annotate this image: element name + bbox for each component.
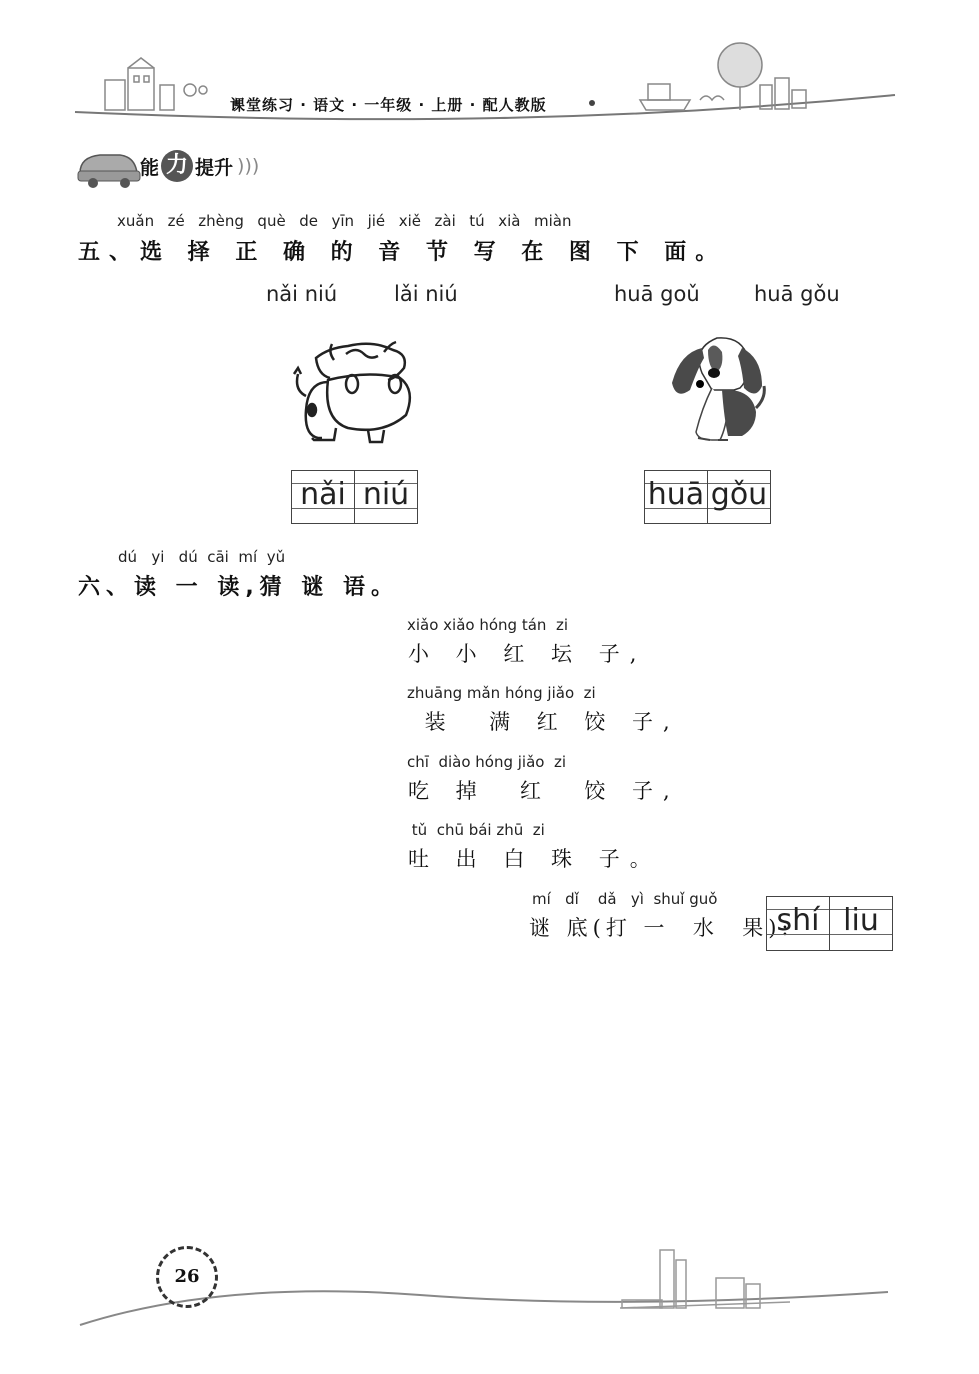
badge-text-3: 提升	[195, 156, 234, 179]
riddle-line-4-pinyin: tǔ chū bái zhū zi	[407, 821, 545, 839]
dog-answer-1: huā	[647, 477, 705, 512]
cow-answer-2: niú	[362, 477, 410, 512]
riddle-line-1-pinyin: xiǎo xiǎo hóng tán zi	[407, 616, 569, 634]
dog-answer-grid[interactable]	[644, 470, 771, 524]
riddle-line-3-pinyin: chī diào hóng jiǎo zi	[407, 753, 567, 771]
car-icon	[75, 145, 145, 190]
dog-option-1: huā goǔ	[614, 282, 700, 306]
cow-option-2: lǎi niú	[394, 282, 458, 306]
cow-answer-cell-2[interactable]	[355, 471, 417, 523]
badge-text-2: 力	[161, 150, 193, 182]
footer-decoration	[0, 1240, 979, 1350]
dog-image	[662, 328, 770, 448]
header-decoration	[0, 0, 979, 140]
dog-answer-cell-2[interactable]	[708, 471, 770, 523]
riddle-answer-2: liu	[843, 903, 879, 938]
dog-option-2: huā gǒu	[754, 282, 840, 306]
riddle-answer-label: 谜 底(打 一 水 果):	[529, 916, 794, 940]
riddle-answer-pinyin: mí dǐ dǎ yì shuǐ guǒ	[532, 890, 718, 908]
riddle-answer-grid[interactable]	[766, 896, 893, 951]
riddle-answer-cell-2[interactable]	[830, 897, 892, 950]
cow-answer-cell-1[interactable]	[292, 471, 355, 523]
cow-image	[288, 330, 418, 450]
header-title: 课堂练习 · 语文 · 一年级 · 上册 · 配人教版	[230, 96, 547, 114]
section5-pinyin: xuǎn zé zhèng què de yīn jié xiě zài tú xià miàn	[117, 212, 572, 230]
cow-option-1: nǎi niú	[266, 282, 338, 306]
ability-badge: 能 力 提升 )))	[140, 150, 259, 182]
riddle-line-1: 小 小 红 坛 子,	[408, 642, 647, 666]
dog-answer-2: gǒu	[710, 477, 768, 512]
dog-answer-cell-1[interactable]	[645, 471, 708, 523]
cow-answer-1: nǎi	[300, 477, 346, 512]
riddle-answer-cell-1[interactable]	[767, 897, 830, 950]
riddle-answer-1: shí	[776, 903, 820, 938]
riddle-line-2: 装 满 红 饺 子,	[408, 710, 680, 734]
riddle-line-2-pinyin: zhuāng mǎn hóng jiǎo zi	[407, 684, 596, 702]
riddle-line-3: 吃 掉 红 饺 子,	[408, 779, 680, 803]
cow-answer-grid[interactable]	[291, 470, 418, 524]
badge-text-1: 能	[140, 156, 160, 179]
section6-pinyin: dú yi dú cāi mí yǔ	[118, 548, 286, 566]
riddle-line-4: 吐 出 白 珠 子。	[408, 847, 661, 871]
section6-title: 六、读 一 读,猜 谜 语。	[78, 575, 399, 600]
page-number: 26	[156, 1246, 218, 1308]
section5-title: 五、选 择 正 确 的 音 节 写 在 图 下 面。	[78, 240, 727, 265]
